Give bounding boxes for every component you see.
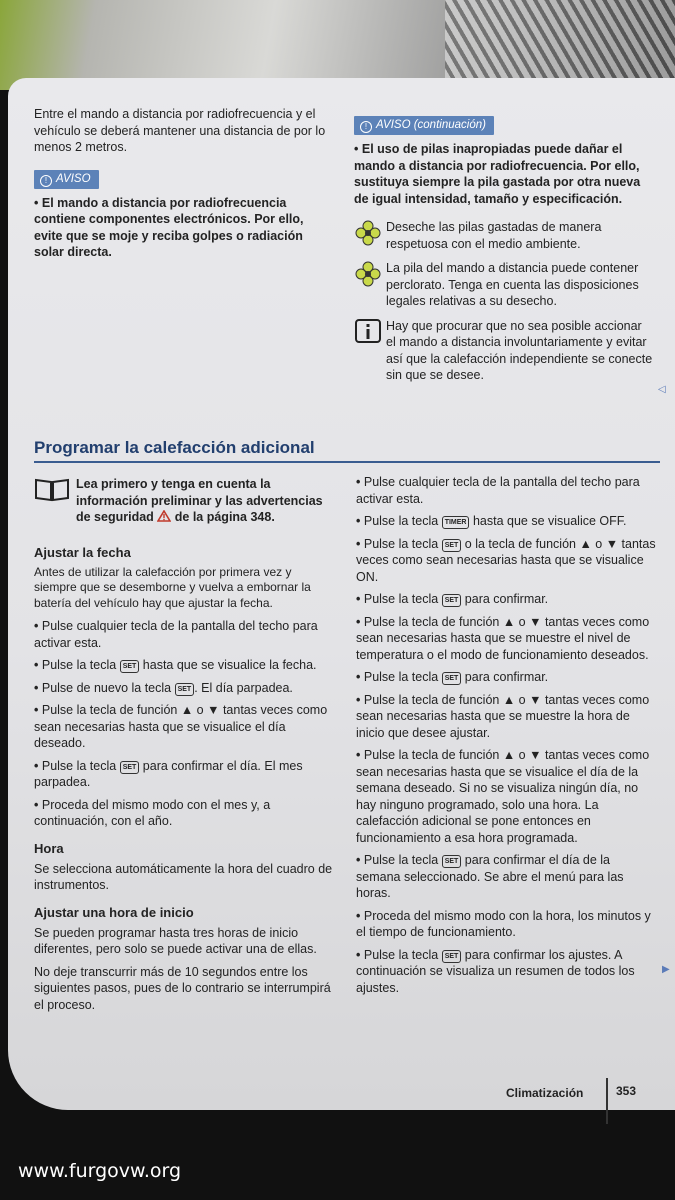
manual-page xyxy=(8,78,675,1110)
fecha-steps-list xyxy=(34,618,334,830)
set-key-icon: SET xyxy=(120,660,140,673)
lower-left-column xyxy=(34,476,334,1019)
set-key-icon: SET xyxy=(442,539,462,552)
watermark: www.furgovw.org xyxy=(18,1160,182,1182)
flower-environment-icon xyxy=(354,219,382,247)
step-item: • Pulse la tecla SET para confirmar. xyxy=(356,669,656,686)
section-title: Programar la calefacción adicional xyxy=(34,438,660,463)
end-mark: ◁ xyxy=(658,384,666,395)
set-key-icon: SET xyxy=(120,761,140,774)
footer-section-name: Climatización xyxy=(506,1086,584,1100)
step-item: • Pulse la tecla SET o la tecla de función ▲ o ▼ tantas veces como sean necesarias hasta que se visualice ON. xyxy=(356,536,656,586)
step-item: • Pulse la tecla SET para confirmar. xyxy=(356,591,656,608)
set-key-icon: SET xyxy=(442,594,462,607)
aviso-text: • El mando a distancia por radiofrecuencia contiene componentes electrónicos. Por ello, evite que se moje y reciba golpes o radiación solar directa. xyxy=(34,195,326,261)
step-item: • Pulse cualquier tecla de la pantalla del techo para activar esta. xyxy=(356,474,656,507)
inicio-warning: No deje transcurrir más de 10 segundos entre los siguientes pasos, pues de lo contrario se interrumpirá el proceso. xyxy=(34,964,331,1012)
inicio-text: Se pueden programar hasta tres horas de inicio diferentes, pero solo se puede activar una de ellas. xyxy=(34,925,317,957)
step-item: • Pulse la tecla de función ▲ o ▼ tantas veces como sean necesarias hasta que se muestre la hora de inicio que desee ajustar. xyxy=(356,692,656,742)
step-item: • Pulse la tecla de función ▲ o ▼ tantas veces como sean necesarias hasta que se visualice el día de la semana deseado. Si no se visualiza ningún día, no hay ninguno programado, solo una hora. La calefacción adicional se pone entonces en funcionamiento a esa hora programada. xyxy=(356,747,656,846)
env-note-2: La pila del mando a distancia puede contener perclorato. Tenga en cuenta las disposiciones legales relativas a su desecho. xyxy=(354,260,654,310)
set-key-icon: SET xyxy=(442,672,462,685)
step-item: • Pulse de nuevo la tecla SET . El día parpadea. xyxy=(34,680,334,697)
warning-triangle-icon xyxy=(157,510,171,522)
step-item: • Proceda del mismo modo con la hora, los minutos y el tiempo de funcionamiento. xyxy=(356,908,656,941)
step-item: • Pulse la tecla TIMER hasta que se visualice OFF. xyxy=(356,513,656,530)
read-first-note: Lea primero y tenga en cuenta la información preliminar y las advertencias de seguridad de la página 348. xyxy=(34,476,334,526)
aviso-cont-label: ! AVISO (continuación) xyxy=(354,116,494,135)
step-item: • Proceda del mismo modo con el mes y, a continuación, con el año. xyxy=(34,797,334,830)
hora-heading: Hora xyxy=(34,840,64,856)
flower-environment-icon xyxy=(354,260,382,288)
set-key-icon: SET xyxy=(175,683,195,696)
env-note-1: Deseche las pilas gastadas de manera respetuosa con el medio ambiente. xyxy=(354,219,654,252)
step-item: • Pulse la tecla de función ▲ o ▼ tantas veces como sean necesarias hasta que se visualice el día deseado. xyxy=(34,702,334,752)
warning-circle-icon: ! xyxy=(360,121,372,133)
step-item: • Pulse cualquier tecla de la pantalla del techo para activar esta. xyxy=(34,618,334,651)
timer-key-icon: TIMER xyxy=(442,516,470,529)
right-steps-list xyxy=(356,474,656,1002)
top-right-column xyxy=(354,116,654,392)
info-note: Hay que procurar que no sea posible accionar el mando a distancia involuntariamente y evitar así que la calefacción independiente se conecte sin que se desee. xyxy=(354,318,654,384)
page-number: 353 xyxy=(616,1084,637,1098)
inicio-heading: Ajustar una hora de inicio xyxy=(34,904,194,920)
fecha-intro: Antes de utilizar la calefacción por primera vez y siempre que se desemborne y vuelva a embornar la batería del vehículo hay que ajustar la fecha. xyxy=(34,564,311,611)
step-item: • Pulse la tecla SET para confirmar los ajustes. A continuación se visualiza un resumen de todos los ajustes. xyxy=(356,947,656,997)
info-icon xyxy=(354,318,382,346)
background-pattern xyxy=(445,0,675,80)
footer-separator xyxy=(606,1078,608,1124)
step-item: • Pulse la tecla SET para confirmar el día. El mes parpadea. xyxy=(34,758,334,791)
top-left-column xyxy=(34,106,326,261)
continue-mark: ▶ xyxy=(662,964,670,975)
intro-text: Entre el mando a distancia por radiofrecuencia y el vehículo se deberá mantener una distancia de por lo menos 2 metros. xyxy=(34,107,326,154)
book-icon xyxy=(34,476,70,502)
aviso-label: ! AVISO xyxy=(34,170,99,189)
hora-text: Se selecciona automáticamente la hora del cuadro de instrumentos. xyxy=(34,861,333,893)
step-item: • Pulse la tecla SET para confirmar el día de la semana seleccionado. Se abre el menú para las horas. xyxy=(356,852,656,902)
set-key-icon: SET xyxy=(442,855,462,868)
aviso-cont-text: • El uso de pilas inapropiadas puede dañar el mando a distancia por radiofrecuencia. Por ello, sustituya siempre la pila gastada por otra nueva de igual intensidad, tamaño y especificación. xyxy=(354,141,654,207)
set-key-icon: SET xyxy=(442,950,462,963)
step-item: • Pulse la tecla de función ▲ o ▼ tantas veces como sean necesarias hasta que se muestre el nivel de temperatura o el modo de funcionamiento deseados. xyxy=(356,614,656,664)
warning-circle-icon: ! xyxy=(40,175,52,187)
step-item: • Pulse la tecla SET hasta que se visualice la fecha. xyxy=(34,657,334,674)
fecha-heading: Ajustar la fecha xyxy=(34,544,131,560)
